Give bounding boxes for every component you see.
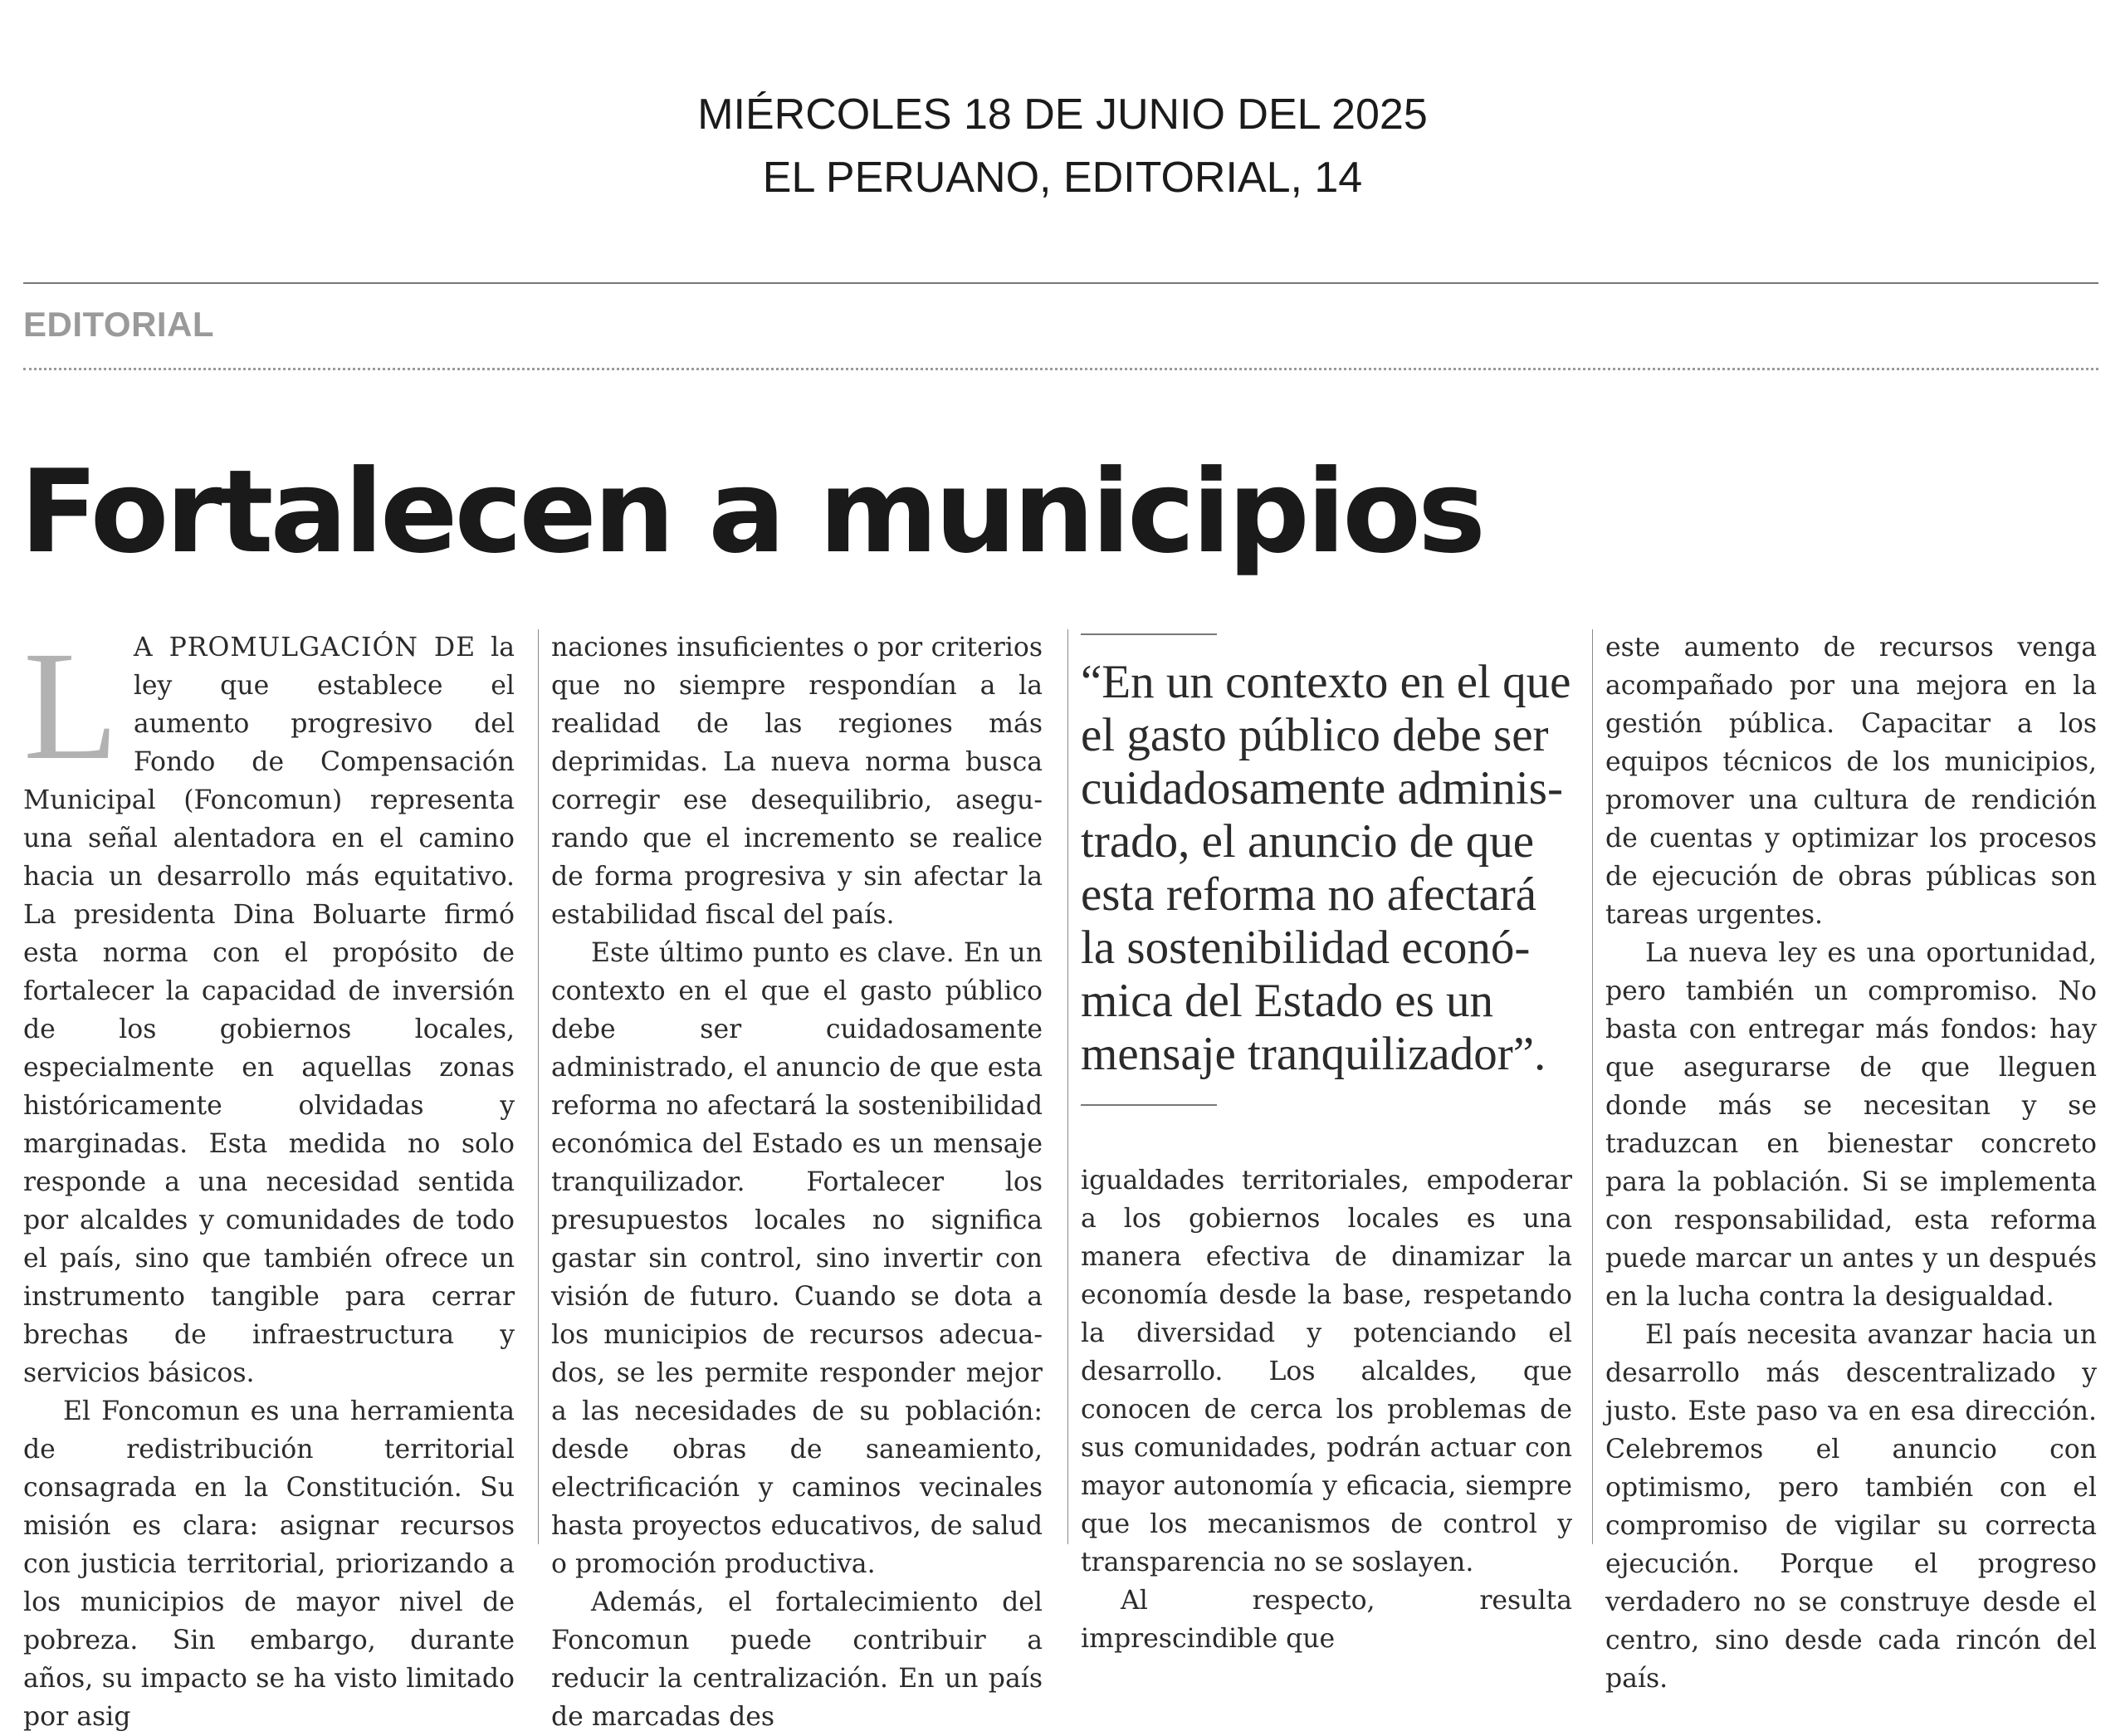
pullquote-rule-bottom [1081,1104,1217,1106]
article-paragraph [23,619,515,1392]
article-column-1 [23,619,515,1736]
publication-date: MIÉRCOLES 18 DE JUNIO DEL 2025 [697,90,1428,139]
lead-in: A PROMULGACIÓN DE [133,633,476,663]
article-paragraph: este aumento de recursos venga acompañado por una mejora en la gestión pública. Capacitar a los equipos técnicos de los municipios, promover una cultura de rendición de cuentas y optimizar los procesos de ejecución de obras públicas son tareas urgentes. [1605,633,2097,930]
drop-cap: L [23,619,119,792]
article-column-4 [1605,628,2097,1698]
article-paragraph: Este último punto es clave. En un contexto en el que el gasto público debe ser cuidadosamente administrado, el anuncio de que esta reforma no afectará la sostenibilidad económica del Estado es un mensaje tranquilizador. Fortalecer los presupuestos locales no significa gastar sin control, sino invertir con visión de futuro. Cuando se dota a los municipios de recursos adecuados, se les permite responder mejor a las necesidades de su población: desde obras de saneamiento, electrificación y caminos vecinales hasta proyectos educativos, de salud o promoción productiva. [551,938,1043,1579]
top-rule [23,282,2098,284]
article-paragraph: El Foncomun es una herramienta de redistribución territorial consagrada en la Constitución. Su misión es clara: asignar recursos con justicia territorial, priorizando a los municipios de mayor nivel de pobreza. Sin embargo, durante años, su impacto se ha visto limitado por asig [23,1396,515,1732]
article-paragraph: igualdades territoriales, empoderar a los gobiernos locales es una manera efectiva de dinamizar la economía desde la base, respetando la diversidad y potenciando el desarrollo. Los alcaldes, que conocen de cerca los problemas de sus comunidades, podrán actuar con mayor autonomía y eficacia, siempre que los mecanismos de control y transparencia no se soslayen. [1081,1166,1572,1577]
dotted-rule [23,368,2098,370]
pullquote-rule-top [1081,633,1217,635]
article-paragraph: Al respecto, resulta imprescindible que [1081,1586,1572,1654]
article-column-2 [551,628,1043,1736]
column-divider [1067,629,1068,1544]
paragraph-text: la ley que establece el aumento progresivo del Fondo de Compensación Municipal (Foncomun) representa una señal alentadora en el camino hacia un desarrollo más equitativo. La presidenta Dina Boluarte firmó esta norma con el propósito de fortalecer la capacidad de inversión de los gobiernos locales, especialmente en aquellas zonas históricamente olvidadas y marginadas. Esta medida no solo responde a una necesidad sentida por alcaldes y comunidades de todo el país, sino que también ofrece un instrumento tangible para cerrar brechas de infraestructura y servicios básicos. [23,633,515,1388]
pull-quote: “En un contexto en el que el gasto público debe ser cuidadosamente administrado, el anuncio de que esta reforma no afectará la sostenibilidad económica del Estado es un mensaje tranquilizador”. [1081,656,1571,1080]
article-paragraph: naciones insuficientes o por criterios que no siempre respondían a la realidad de las regiones más deprimidas. La nueva norma busca corregir ese desequilibrio, asegurando que el incremento se realice de forma progresiva y sin afectar la estabilidad fiscal del país. [551,633,1043,930]
headline: Fortalecen a municipios [20,445,1483,579]
article-paragraph: La nueva ley es una oportunidad, pero también un compromiso. No basta con entregar más fondos: hay que asegurarse de que lleguen donde más se necesitan y se traduzcan en bienestar concreto para la población. Si se implementa con responsabilidad, esta reforma puede marcar un antes y un después en la lucha contra la desigualdad. [1605,938,2097,1312]
publication-source: EL PERUANO, EDITORIAL, 14 [762,154,1363,202]
article-paragraph: Además, el fortalecimiento del Foncomun puede contribuir a reducir la centralización. En un país de marcadas des [551,1587,1043,1732]
section-label: EDITORIAL [23,305,215,344]
article-paragraph: El país necesita avanzar hacia un desarrollo más descentralizado y justo. Este paso va en esa dirección. Celebremos el anuncio con optimismo, pero también con el compromiso de vigilar su correcta ejecución. Porque el progreso verdadero no se construye desde el centro, sino desde cada rincón del país. [1605,1320,2097,1694]
column-divider [538,629,539,1544]
column-divider [1592,629,1593,1544]
article-column-3 [1081,1161,1572,1658]
